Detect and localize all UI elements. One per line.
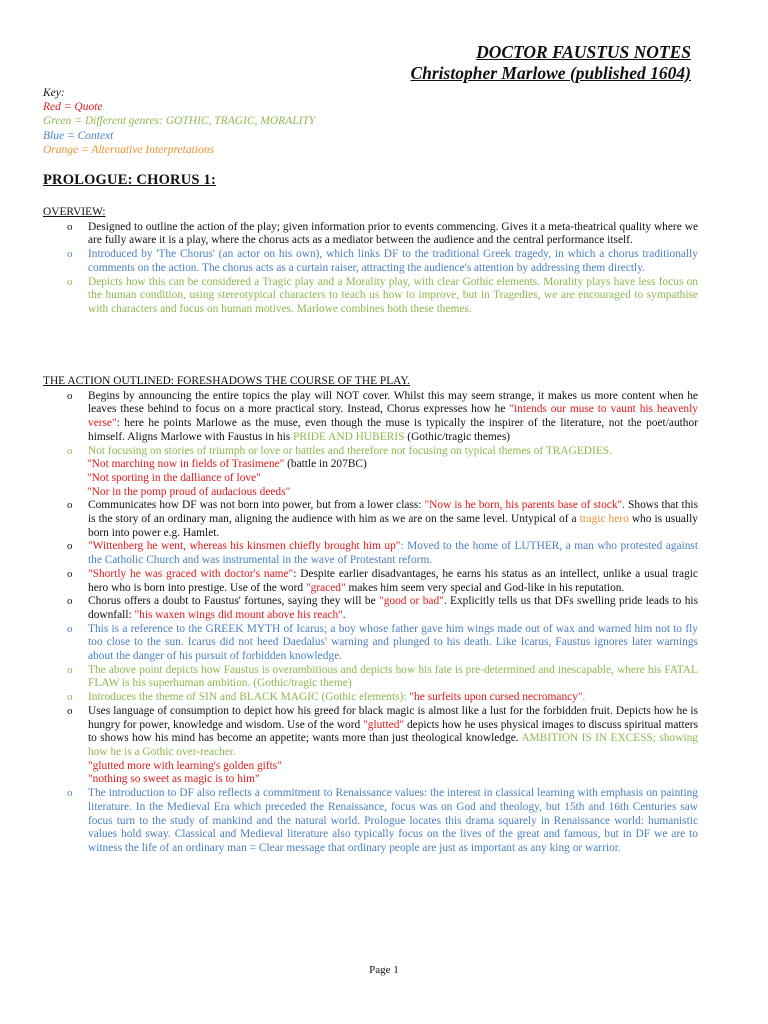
genre-text: PRIDE AND HUBERIS (293, 430, 405, 443)
color-key (43, 86, 315, 157)
quote-text: "Wittenberg he went, whereas his kinsmen chiefly brought him up" (88, 540, 401, 553)
key-label: Key: (43, 87, 65, 99)
prologue-heading: PROLOGUE: CHORUS 1: (43, 172, 216, 188)
overview-section (43, 206, 698, 317)
quote-text: "Nor in the pomp proud of audacious deeds" (87, 485, 291, 498)
key-blue: Blue = Context (43, 129, 114, 142)
key-orange: Orange = Alternative Interpretations (43, 143, 214, 156)
quote-text: "Shortly he was graced with doctor's name" (88, 567, 294, 580)
key-green: Green = Different genres: GOTHIC, TRAGIC, MORALITY (43, 115, 316, 128)
bullet-marker: o (67, 389, 73, 402)
action-heading: THE ACTION OUTLINED: FORESHADOWS THE COURSE OF THE PLAY. (43, 375, 410, 387)
quote-text: "Not sporting in the dalliance of love" (87, 471, 261, 484)
quote-text: "intends our muse to vaunt his heavenly verse" (88, 403, 698, 430)
quote-text: "Now is he born, his parents base of stock" (424, 499, 623, 512)
overview-bullet-3: o Depicts how this can be considered a Tragic play and a Morality play, with clear Gothic elements. Morality plays have less focus on the human condition, using stereotypical characters to teach us how to improve, but in Tragedies, we are encouraged to sympathise with characters and focus on human motives. Marlowe combines both these themes. (67, 275, 698, 315)
quote-block-2 (43, 760, 698, 787)
action-bullet-9: o Introduces the theme of SIN and BLACK MAGIC (Gothic elements): "he surfeits upon cursed necromancy". (67, 691, 586, 704)
bullet-marker: o (67, 567, 73, 580)
genre-text: AMBITION IS IN EXCESS; showing how he is a Gothic over-reacher. (88, 732, 698, 758)
quote-block-1: "Not marching now in fields of Trasimene" (battle in 207BC) "Not sporting in the dalliance of love" "Nor in the pomp proud of audacious deeds" (43, 458, 698, 499)
action-bullet-3: o Communicates how DF was not born into power, but from a lower class: "Now is he born, his parents base of stock". Shows that this is the story of an ordinary man, aligning the audience with him as we are on the same level. Untypical of a tragic hero who is usually born into power e.g. Hamlet. (67, 499, 699, 539)
page-number: Page 1 (369, 964, 399, 976)
bullet-marker: o (67, 787, 73, 800)
action-bullet-8: o The above point depicts how Faustus is overambitious and depicts how his fate is pre-determined and inescapable, where his FATAL FLAW is his superhuman ambition. (Gothic/tragic theme) (67, 663, 698, 690)
quote-text: "glutted" (363, 718, 405, 731)
action-bullet-2: o Not focusing on stories of triumph or love or battles and therefore not focusing on typical themes of TRAGEDIES. (67, 444, 612, 457)
quote-text: "he surfeits upon cursed necromancy" (409, 691, 583, 704)
action-bullet-6: o Chorus offers a doubt to Faustus' fortunes, saying they will be "good or bad". Explicitly tells us that DFs swelling pride leads to his downfall: "his waxen wings did mount above his reach". (67, 595, 699, 621)
context-text: : Moved to the home of LUTHER, a man who protested against the Catholic Church and was instrumental in the wave of Protestant reform. (88, 540, 699, 567)
quote-text: "glutted more with learning's golden gifts" (88, 759, 282, 772)
quote-text: "nothing so sweet as magic is to him" (88, 773, 260, 786)
title-line-2: Christopher Marlowe (published 1604) (410, 63, 691, 83)
overview-bullet-1: o Designed to outline the action of the play; given information prior to events commencing. Gives it a meta-theatrical quality where we are fully aware it is a play, where the chorus acts as a mediator between the audience and the central performance itself. (67, 220, 698, 247)
bullet-marker: o (67, 248, 73, 261)
action-section (43, 375, 698, 856)
bullet-marker: o (67, 499, 73, 512)
title-line-1: DOCTOR FAUSTUS NOTES (476, 42, 691, 62)
action-bullet-1: o Begins by announcing the entire topics the play will NOT cover. Whilst this may seem strange, it makes us more content when he leaves these behind to focus on a more practical story. Instead, Chorus expresses how he "intends our muse to vaunt his heavenly verse": here he points Marlowe as the muse, even though the muse is typically the inspirer of the literature, not the poet/author himself. Aligns Marlowe with Faustus in his PRIDE AND HUBERIS (Gothic/tragic themes) (67, 389, 698, 443)
bullet-marker: o (67, 220, 73, 233)
action-bullet-10: o Uses language of consumption to depict how his greed for black magic is almost like a lust for the forbidden fruit. Depicts how he is hungry for power, knowledge and wisdom. Use of the word "glutted" depicts how he uses physical images to discuss spiritual matters to shows how his mind has become an appetite; wants more than just theological knowledge. AMBITION IS IN EXCESS; showing how he is a Gothic over-reacher. (67, 704, 698, 758)
action-bullet-4 (43, 540, 698, 567)
bullet-marker: o (67, 704, 73, 717)
quote-text: "Not marching now in fields of Trasimene" (87, 458, 285, 471)
document-title (410, 42, 691, 84)
action-bullet-11: o The introduction to DF also reflects a commitment to Renaissance values: the interest in classical learning with emphasis on painting literature. In the Medieval Era which preceded the Renaissance, focus was on God and theology, but 15th and 16th Centuries saw focus turn to the study of mankind and the natural world. Prologue locates this drama squarely in Renaissance world: humanistic values hold sway. Classical and Medieval literature also typically focus on the lives of the great and famous, but in DF we are to witness the life of an ordinary man = Clear message that ordinary people are just as important as any king or warrior. (67, 787, 698, 854)
bullet-marker: o (67, 444, 73, 457)
overview-heading: OVERVIEW: (43, 206, 106, 218)
bullet-marker: o (67, 691, 73, 704)
key-red: Red = Quote (43, 101, 103, 114)
quote-text: "good or bad" (379, 595, 444, 608)
action-bullet-5: o "Shortly he was graced with doctor's name": Despite earlier disadvantages, he earns his status as an intellect, unlike a usual tragic hero who is born into prestige. Use of the word "graced" makes him seem very special and God-like in his reputation. (67, 567, 698, 594)
action-bullet-7: o This is a reference to the GREEK MYTH of Icarus; a boy whose father gave him wings made out of wax and warned him not to fly too close to the sun. Icarus did not heed Daedalus' warning and plunged to his death. Like Icarus, Faustus ignores later warnings about the danger of his pursuit of forbidden knowledge. (67, 622, 698, 663)
quote-text: "graced" (305, 581, 346, 594)
quote-text: "his waxen wings did mount above his reach" (134, 608, 343, 621)
bullet-marker: o (67, 275, 73, 288)
overview-bullet-2: o Introduced by 'The Chorus' (an actor on his own), which links DF to the traditional Greek tragedy, in which a chorus traditionally comments on the action. The chorus acts as a curtain raiser, attracting the audience's attention by addressing them directly. (67, 248, 698, 274)
bullet-marker: o (67, 540, 73, 553)
alternative-text: tragic hero (579, 513, 629, 526)
bullet-marker: o (67, 595, 73, 608)
bullet-marker: o (67, 622, 73, 635)
bullet-marker: o (67, 663, 73, 676)
